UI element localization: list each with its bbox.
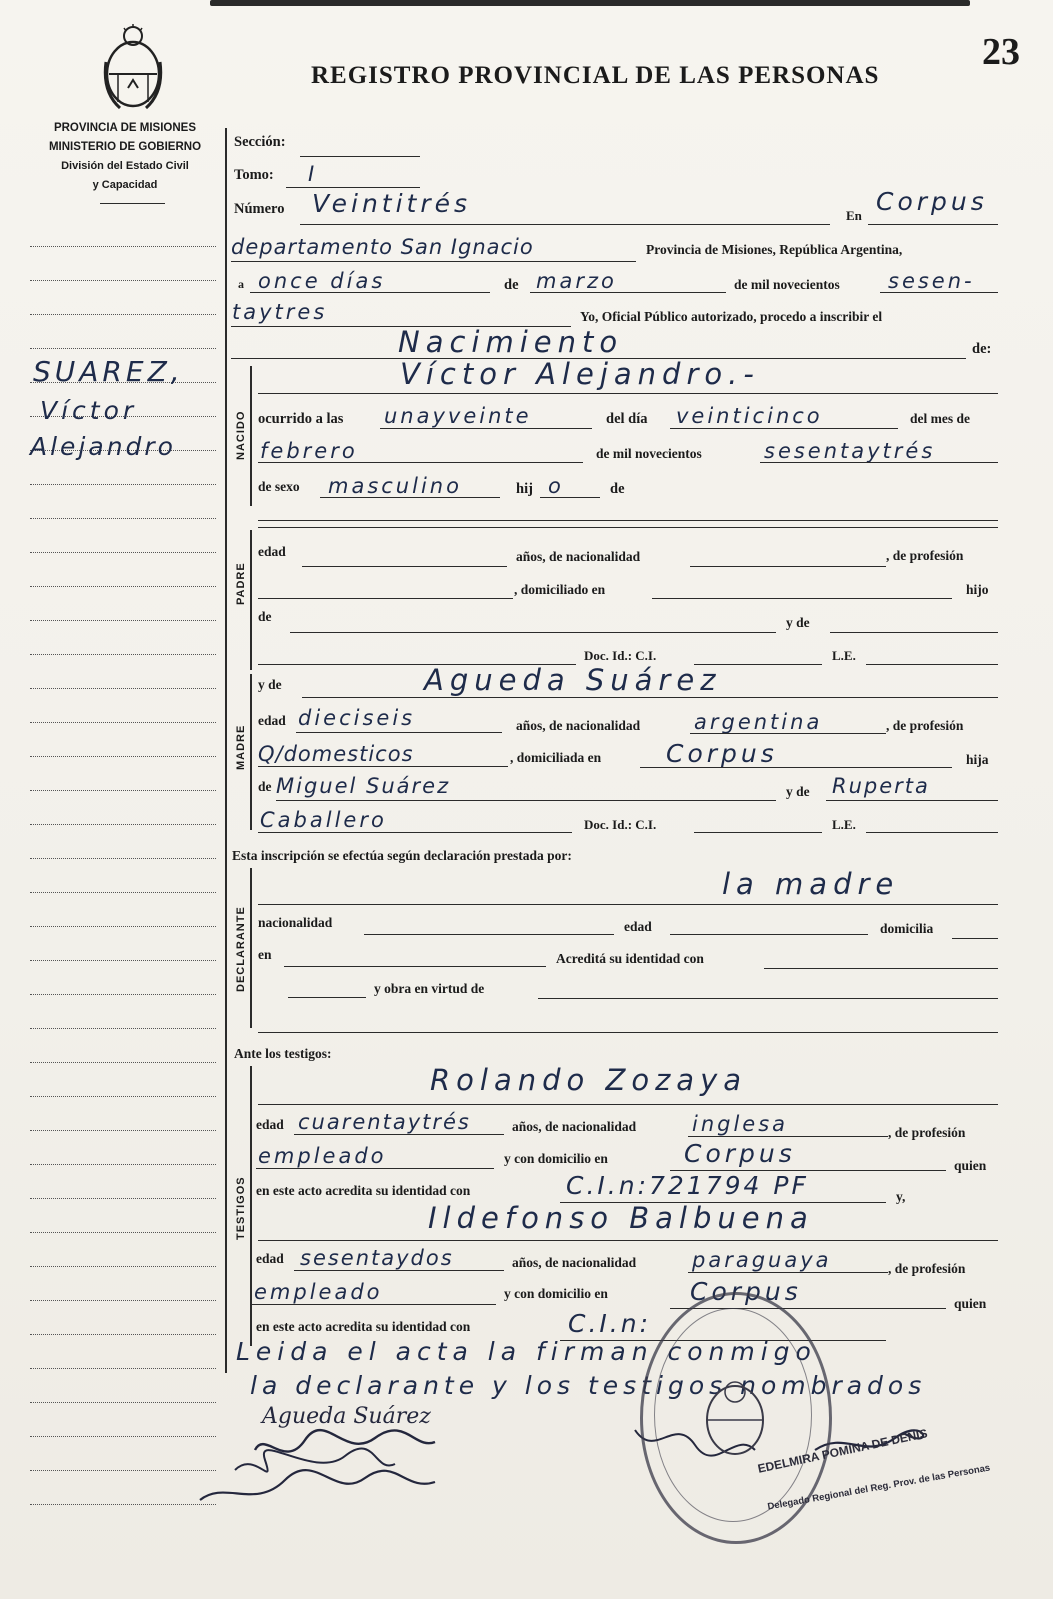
madre-domicilio-value: Corpus [666,739,778,768]
a-label: a [238,277,244,291]
testigo2-doc-value: C.I.n: [568,1309,651,1338]
declarante-line [258,904,998,905]
padre-top-line-2 [258,527,998,528]
padre-le-line [866,664,998,665]
hij-value: o [548,474,564,498]
padre-nacionalidad-line [690,566,886,567]
margin-ruled-line [30,1028,216,1029]
padre-le-label: L.E. [832,648,856,663]
declarante-edad-label: edad [624,919,652,934]
padre-abuelo-line [290,632,776,633]
oficial-label: Yo, Oficial Público autorizado, procedo a inscribir el [580,309,883,324]
hij-label: hij [516,481,533,497]
testigos-side-label: TESTIGOS [235,1176,247,1240]
acto-value: Nacimiento [398,325,624,359]
stamp-name-text: EDELMIRA POMINA DE DENIS [756,1426,929,1476]
testigos-intro-label: Ante los testigos: [234,1046,332,1061]
margin-ruled-line [30,1130,216,1131]
sexo-field-line [320,497,500,498]
testigo2-profesion-value: empleado [254,1280,383,1304]
testigo2-nacionalidad-line [688,1272,888,1273]
testigo1-quien-label: quien [954,1158,987,1173]
margin-ruled-line [30,518,216,519]
madre-domicilio-line [640,767,952,768]
dia-value: veinticinco [676,404,823,428]
numero-label: Número [234,201,285,217]
declarante-doc-line [288,997,366,998]
tomo-field-line [286,187,420,188]
margin-ruled-line [30,552,216,553]
coat-of-arms-icon [100,22,166,114]
testigo2-anios-label: años, de nacionalidad [512,1255,637,1270]
madre-madre-apellido: Caballero [260,808,387,832]
padre-profesion-label: , de profesión [886,548,964,563]
margin-ruled-line [30,1300,216,1301]
testigo2-acredita-label: en este acto acredita su identidad con [256,1319,471,1334]
testigo2-edad-value: sesentaydos [300,1246,454,1270]
declarante-side-label: DECLARANTE [235,906,247,992]
padre-hijo-label: hijo [966,582,989,597]
margin-ruled-line [30,722,216,723]
padre-domiciliado-label: , domiciliado en [514,582,606,597]
fecha-dias-value: once días [258,269,386,293]
top-edge-shadow [210,0,970,6]
margin-ruled-line [30,1436,216,1437]
madre-bracket [250,674,252,830]
padre-edad-line [302,566,507,567]
madre-doc-line [694,832,822,833]
declarante-bracket [250,868,252,1028]
anio-value-2: taytres [232,300,328,324]
del-dia-label: del día [606,411,648,427]
testigo2-name-value: Ildefonso Balbuena [428,1201,814,1235]
margin-ruled-line [30,858,216,859]
margin-ruled-line [30,756,216,757]
padre-domicilio-line [652,598,952,599]
madre-name-value: Agueda Suárez [424,663,722,697]
nacido-bracket [250,366,252,506]
anio-nacimiento-value: sesentaytrés [764,439,936,463]
padre-top-line [258,520,998,521]
margin-ruled-line [30,790,216,791]
testigo2-profesion-line [252,1304,496,1305]
seccion-label: Sección: [234,134,286,150]
seccion-field-line [300,156,420,157]
margin-ruled-line [30,994,216,995]
testigo1-y-label: y, [896,1189,906,1204]
nacido-side-label: NACIDO [235,410,247,460]
margin-ruled-line [30,620,216,621]
de-colon-label: de: [972,341,992,357]
madre-doc-label: Doc. Id.: C.I. [584,817,657,832]
margin-ruled-line [30,1164,216,1165]
tomo-label: Tomo: [234,167,274,183]
sexo-value: masculino [328,474,462,498]
testigo1-nacionalidad-value: inglesa [692,1112,789,1136]
declarante-nacionalidad-label: nacionalidad [258,915,333,930]
entity-line: MINISTERIO DE GOBIERNO [48,141,202,153]
mes-nacimiento-line [258,462,583,463]
margin-first-name: Víctor [40,396,138,425]
margin-second-name: Alejandro [30,432,176,461]
declarante-value: la madre [722,867,900,901]
sexo-label: de sexo [258,479,300,494]
entity-line: y Capacidad [92,179,158,191]
testigo1-nacionalidad-line [688,1136,888,1137]
madre-profesion-label: , de profesión [886,718,964,733]
declarante-en-label: en [258,947,272,962]
declarante-domicilia-label: domicilia [880,921,934,936]
declarante-obra-line [538,998,998,999]
nacido-name-value: Víctor Alejandro.- [400,357,760,391]
hora-field-line [380,428,592,429]
madre-nacionalidad-line [690,733,886,734]
en-label: En [846,208,862,223]
margin-ruled-line [30,586,216,587]
mes-field-line [530,292,726,293]
mes-nacimiento-value: febrero [260,439,358,463]
testigo2-profesion-label: , de profesión [888,1261,966,1276]
madre-le-line [866,832,998,833]
closing-line-1: Leida el acta la firman conmigo [236,1337,817,1366]
testigo1-profesion-line [256,1168,494,1169]
mes-value: marzo [536,269,617,293]
madre-profesion-value: Q/domesticos [258,742,414,766]
testigo1-name-line [258,1104,998,1105]
padre-bracket [250,530,252,670]
madre-apellido-line [258,832,572,833]
madre-edad-label: edad [258,713,286,728]
declarante-intro-label: Esta inscripción se efectúa según declaración prestada por: [232,848,572,863]
padre-side-label: PADRE [235,562,247,605]
margin-ruled-line [30,1368,216,1369]
provincia-label: Provincia de Misiones, República Argentina, [646,242,903,257]
testigo2-domicilio-label: y con domicilio en [504,1286,608,1301]
margin-ruled-line [30,1198,216,1199]
anio-value-1: sesen- [888,269,975,293]
padre-edad-label: edad [258,544,286,559]
en-value: Corpus [876,187,988,216]
testigo2-nacionalidad-value: paraguaya [692,1248,832,1272]
testigo1-acredita-label: en este acto acredita su identidad con [256,1183,471,1198]
departamento-field-line [231,261,636,262]
testigo2-domicilio-value: Corpus [690,1277,802,1306]
hij-de-label: de [610,481,625,497]
declarante-acredita-line [764,968,998,969]
margin-ruled-line [30,654,216,655]
anio-nacimiento-line [760,462,998,463]
testigo1-edad-label: edad [256,1117,284,1132]
margin-ruled-line [30,1334,216,1335]
testigo1-edad-line [294,1134,504,1135]
fecha-dias-line [250,292,490,293]
padre-doc-label: Doc. Id.: C.I. [584,648,657,663]
padre-de-label: de [258,609,272,624]
declarante-domicilia-line [952,938,998,939]
declarante-bottom-line [258,1032,998,1033]
signature-madre: Agueda Suárez [262,1404,431,1429]
margin-ruled-line [30,280,216,281]
declarante-edad-line [670,934,868,935]
madre-madre-line [826,800,998,801]
testigo2-quien-label: quien [954,1296,987,1311]
tomo-value: I [308,162,318,186]
numero-field-line [300,224,830,225]
ocurrido-label: ocurrido a las [258,411,344,427]
en-field-line [868,224,998,225]
page-number: 23 [982,31,1020,73]
testigo2-edad-label: edad [256,1251,284,1266]
declarante-nacionalidad-line [364,934,614,935]
testigo2-edad-line [294,1270,504,1271]
madre-anios-label: años, de nacionalidad [516,718,641,733]
declarante-en-line [284,966,546,967]
testigo1-edad-value: cuarentaytrés [298,1110,471,1134]
declarante-obra-label: y obra en virtud de [374,981,485,996]
de-label: de [504,277,519,293]
madre-madre-value: Ruperta [832,774,930,798]
declarante-acredita-label: Acreditá su identidad con [556,951,704,966]
madre-de-label: de [258,779,272,794]
madre-edad-value: dieciseis [298,706,416,730]
margin-ruled-line [30,1096,216,1097]
del-mes-label: del mes de [910,411,970,426]
hora-value: unayveinte [384,404,532,428]
margin-ruled-line [30,1062,216,1063]
madre-le-label: L.E. [832,817,856,832]
margin-surname: SUAREZ, [33,355,184,388]
madre-edad-line [296,732,502,733]
madre-nacionalidad-value: argentina [694,710,823,734]
stamp-role-text: Delegado Regional del Reg. Prov. de las Personas [766,1462,992,1513]
margin-ruled-line [30,348,216,349]
margin-ruled-line [30,824,216,825]
margin-ruled-line [30,1232,216,1233]
madre-hija-label: hija [966,752,989,767]
issuing-entity [30,119,220,195]
testigo2-name-line [258,1240,998,1241]
testigo1-name-value: Rolando Zozaya [430,1063,748,1097]
numero-value: Veintitrés [312,189,472,218]
madre-domiciliada-label: , domiciliada en [510,750,602,765]
departamento-value: departamento San Ignacio [231,235,534,259]
madre-padre-line [276,800,776,801]
margin-ruled-line [30,1266,216,1267]
margin-ruled-line [30,926,216,927]
testigo1-profesion-value: empleado [258,1144,387,1168]
margin-ruled-line [30,960,216,961]
madre-side-label: MADRE [235,724,247,770]
page-title: REGISTRO PROVINCIAL DE LAS PERSONAS [311,62,880,89]
testigo1-profesion-label: , de profesión [888,1125,966,1140]
madre-name-line [302,697,998,698]
testigo1-doc-value: C.I.n:721794 PF [566,1171,809,1200]
main-border-line [225,128,227,1373]
madre-y-de2-label: y de [786,784,810,799]
testigo1-domicilio-value: Corpus [684,1139,796,1168]
margin-ruled-line [30,1402,216,1403]
margin-ruled-line [30,1504,216,1505]
mil-label: de mil novecientos [596,446,702,461]
stamp-emblem-icon [695,1370,775,1460]
anio-field-line-1 [880,292,998,293]
padre-profesion-line [258,598,513,599]
testigo1-domicilio-label: y con domicilio en [504,1151,608,1166]
dia-field-line [670,428,898,429]
margin-ruled-line [30,688,216,689]
madre-padre-value: Miguel Suárez [276,774,451,798]
testigo1-anios-label: años, de nacionalidad [512,1119,637,1134]
madre-y-de-label: y de [258,677,282,692]
entity-line: PROVINCIA DE MISIONES [53,122,197,134]
underline [100,203,165,204]
closing-line-2: la declarante y los testigos nombrados [250,1371,927,1400]
margin-ruled-line [30,892,216,893]
hij-field-line [540,497,600,498]
entity-line: División del Estado Civil [61,160,189,172]
padre-y-de-label: y de [786,615,810,630]
nacido-name-line [258,393,998,394]
padre-abuela-line [830,632,998,633]
mil-novecientos-label: de mil novecientos [734,277,840,292]
margin-ruled-line [30,314,216,315]
margin-ruled-line [30,1470,216,1471]
margin-ruled-line [30,246,216,247]
margin-ruled-line [30,484,216,485]
madre-profesion-line [258,766,508,767]
padre-anios-label: años, de nacionalidad [516,549,641,564]
